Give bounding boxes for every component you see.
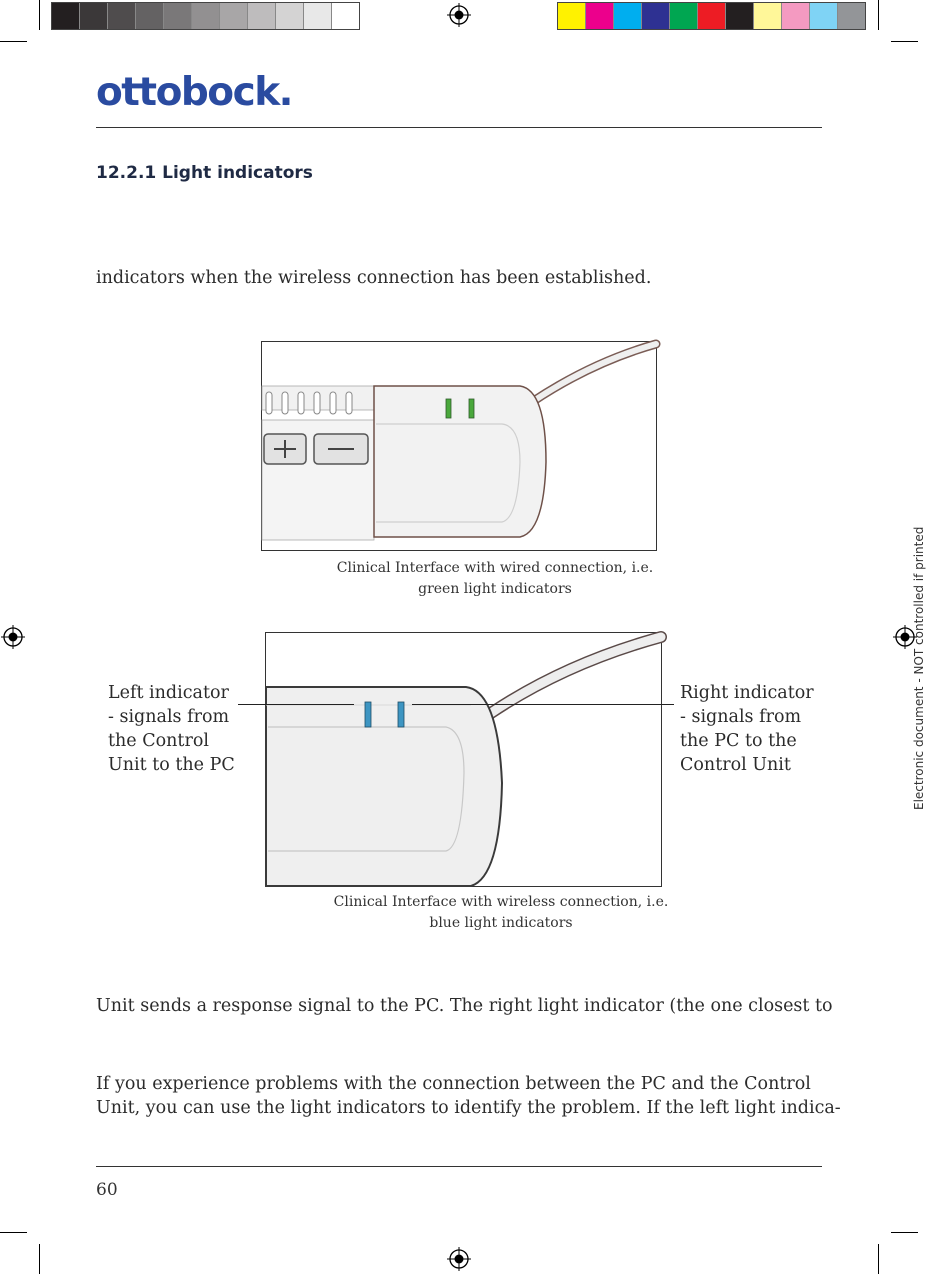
wired-clinical-interface-illustration bbox=[262, 342, 656, 550]
footer-rule bbox=[96, 1166, 822, 1167]
paragraph-connection-problems bbox=[96, 1072, 841, 1120]
figure-wireless-caption bbox=[299, 892, 703, 934]
paragraph-response-signal: Unit sends a response signal to the PC. The right light indicator (the one closest to bbox=[96, 996, 833, 1016]
process-colorbar bbox=[557, 2, 866, 30]
figure-wired-caption-line2: green light indicators bbox=[418, 581, 572, 597]
crop-mark bbox=[0, 1232, 27, 1233]
figure-wired-connection bbox=[261, 341, 657, 551]
uncontrolled-document-note: Electronic document - NOT controlled if printed bbox=[912, 526, 926, 810]
registration-mark-icon bbox=[447, 1247, 471, 1271]
figure-wireless-connection bbox=[265, 632, 662, 887]
crop-mark bbox=[39, 1244, 40, 1274]
grayscale-colorbar bbox=[51, 2, 360, 30]
crop-mark bbox=[0, 41, 27, 42]
paragraph-connection-problems-line1: If you experience problems with the connection between the PC and the Control bbox=[96, 1074, 811, 1094]
wireless-clinical-interface-illustration bbox=[266, 633, 661, 886]
figure-wired-caption bbox=[300, 558, 690, 600]
crop-mark bbox=[878, 0, 879, 30]
figure-wired-caption-line1: Clinical Interface with wired connection, i.e. bbox=[336, 560, 654, 576]
right-indicator-callout: Right indicator - signals from the PC to the Control Unit bbox=[680, 683, 814, 775]
left-callout-leader-line bbox=[238, 704, 354, 705]
right-callout-leader-line bbox=[412, 704, 674, 705]
header-rule bbox=[96, 127, 822, 128]
page-number: 60 bbox=[96, 1180, 118, 1200]
ottobock-logo: ottobock. bbox=[96, 70, 292, 115]
section-heading: 12.2.1 Light indicators bbox=[96, 163, 313, 183]
crop-mark bbox=[878, 1244, 879, 1274]
figure-wireless-caption-line1: Clinical Interface with wireless connection, i.e. bbox=[333, 894, 669, 910]
crop-mark bbox=[39, 0, 40, 30]
crop-mark bbox=[891, 41, 918, 42]
registration-mark-icon bbox=[447, 3, 471, 27]
paragraph-wireless-established: indicators when the wireless connection has been established. bbox=[96, 268, 652, 288]
registration-mark-icon bbox=[1, 625, 25, 649]
left-indicator-callout: Left indicator - signals from the Control Unit to the PC bbox=[108, 683, 235, 775]
crop-mark bbox=[891, 1232, 918, 1233]
figure-wireless-caption-line2: blue light indicators bbox=[429, 915, 573, 931]
paragraph-connection-problems-line2: Unit, you can use the light indicators to identify the problem. If the left light indica- bbox=[96, 1098, 841, 1118]
